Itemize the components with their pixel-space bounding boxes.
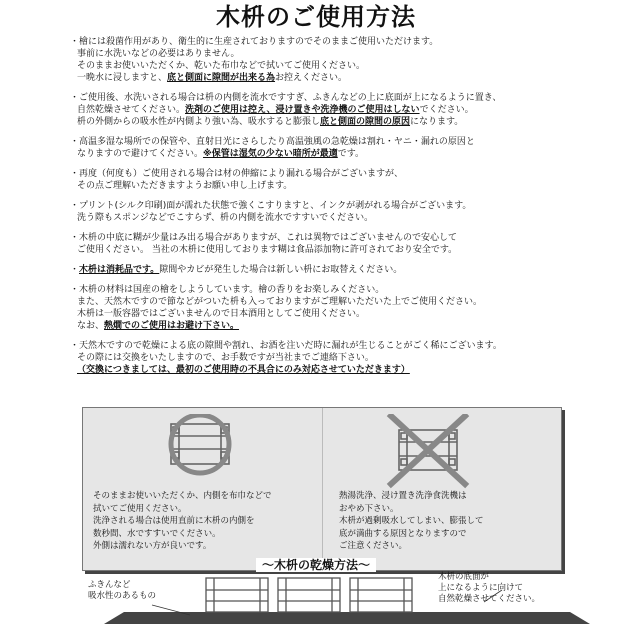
usage-note — [70, 340, 630, 376]
note-line — [70, 308, 630, 320]
page-title: 木枡のご使用方法 — [216, 3, 416, 31]
note-line — [70, 72, 630, 84]
note-text: 事前に水洗いなどの必要はありません。 — [77, 49, 240, 59]
caption-line: そのままお使いいただくか、内側を布巾などで — [93, 491, 272, 501]
note-text: 洗う際もスポンジなどでこすらず、枡の内側を流水ですすいでください。 — [77, 213, 374, 223]
usage-note — [70, 264, 630, 276]
caption-line: 外側は濡れない方が良いです。 — [93, 541, 212, 551]
caption-line: 底が満曲する原因となりますので — [339, 528, 467, 539]
note-text: ご使用ください。 当社の木枡に使用しております糊は食品添加物に許可されており安全です。 — [77, 245, 458, 255]
note-line — [70, 116, 630, 128]
note-line — [70, 284, 630, 296]
note-text: ・木枡の中底に糊が少量はみ出る場合がありますが、これは異物ではございませんので安心して — [70, 233, 458, 243]
prohibited-usage — [322, 408, 562, 570]
note-line — [70, 92, 630, 104]
note-line — [70, 340, 630, 352]
note-text: でください。 — [419, 105, 474, 115]
usage-note — [70, 92, 630, 128]
cloth-label-line: ふきんなど — [88, 580, 131, 590]
cloth-icon — [104, 612, 590, 624]
note-line — [70, 212, 630, 224]
masu-box-icon — [171, 424, 229, 464]
note-line — [70, 180, 630, 192]
upside-down-masu-icon — [206, 578, 268, 612]
note-text: ・再度（何度も）ご使用される場合は材の伸縮により漏れる場合がございますが、 — [70, 169, 404, 179]
note-text: 一晩水に浸しますと、 — [77, 73, 168, 83]
note-line — [70, 244, 630, 256]
note-line — [70, 148, 630, 160]
caption-line: 拭いてご使用ください。 — [93, 503, 187, 514]
caption-line: 洗浄される場合は使用直前に木枡の内側を — [93, 516, 255, 526]
caption-line: おやめ下さい。 — [339, 503, 399, 514]
emphasis-text: 底と側面に隙間が出来る為 — [167, 73, 276, 83]
emphasis-text: （交換につきましては、最初のご使用時の不具合にのみ対応させていただきます） — [77, 365, 410, 375]
note-line — [70, 320, 630, 332]
bottom-up-label — [438, 572, 540, 605]
note-text: です。 — [337, 149, 365, 159]
note-text: そのままお使いいただくか、乾いた布巾などで拭いてご使用ください。 — [77, 61, 366, 71]
usage-note — [70, 200, 630, 224]
caption-line: 数秒間、水ですすいでください。 — [93, 528, 221, 539]
note-text: なお、 — [77, 321, 105, 331]
note-line — [70, 352, 630, 364]
recommended-usage-caption — [93, 490, 272, 553]
usage-note — [70, 136, 630, 160]
prohibited-usage-caption — [339, 490, 484, 553]
caption-line: 熱湯洗浄、浸け置き洗浄食洗機は — [339, 491, 467, 501]
note-text: になります。 — [410, 117, 464, 127]
drying-method-title-text: ～木枡の乾燥方法～ — [256, 558, 376, 572]
drying-illustration — [60, 572, 620, 632]
note-text: ・天然木ですので乾燥による底の隙間や割れ、お酒を注いだ時に漏れが生じることがごく稀にございます。 — [70, 341, 502, 351]
note-line — [70, 104, 630, 116]
usage-note — [70, 168, 630, 192]
usage-note — [70, 284, 630, 332]
usage-note — [70, 232, 630, 256]
prohibited-masu-illustration — [371, 414, 481, 490]
caption-line: 木枡が過剰吸水してしまい、膨張して — [339, 516, 484, 526]
recommended-usage — [83, 408, 322, 570]
note-text: お控えください。 — [275, 73, 348, 83]
note-line — [70, 232, 630, 244]
cloth-label — [88, 580, 156, 602]
note-text: ・プリント(シルク印刷)面が濡れた状態で強くこすりますと、インクが剥がれる場合がございます。 — [70, 201, 472, 211]
note-text: ・ご使用後、水洗いされる場合は枡の内側を流水ですすぎ、ふきんなどの上に底面が上になるように置き、 — [70, 93, 502, 103]
note-text: また、天然木ですので節などがついた枡も入っておりますがご理解いただいた上でご使用ください。 — [77, 297, 483, 307]
note-text: その際には交換をいたしますので、お手数ですが当社までご連絡下さい。 — [77, 353, 374, 363]
bottom-label-line: 木枡の底面が — [438, 572, 490, 582]
note-text: ・高温多湿な場所での保管や、直射日光にさらしたり高温強風の急乾燥は割れ・ヤニ・漏れの原因と — [70, 137, 475, 147]
note-text: ・檜には殺菌作用があり、衛生的に生産されておりますのでそのままご使用いただけます。 — [70, 37, 439, 47]
emphasis-text: 洗剤のご使用は控え、浸け置きや洗浄機のご使用はしない — [185, 105, 420, 115]
note-line — [70, 48, 630, 60]
usage-note — [70, 36, 630, 84]
emphasis-text: ※保管は湿気の少ない暗所が最適 — [203, 149, 338, 159]
emphasis-text: 底と側面の隙間の原因 — [320, 117, 411, 127]
note-line — [70, 296, 630, 308]
cloth-label-line: 吸水性のあるもの — [88, 591, 157, 601]
note-text: 隙間やカビが発生した場合は新しい枡にお取替えください。 — [159, 265, 403, 275]
recommended-masu-illustration — [143, 414, 253, 490]
upside-down-masu-icon — [278, 578, 340, 612]
bottom-label-line: 上になるように向けて — [438, 583, 524, 593]
note-text: ・ — [70, 265, 80, 275]
note-text: ・木枡の材料は国産の檜をしようしています。檜の香りをお楽しみください。 — [70, 285, 385, 295]
note-line — [70, 168, 630, 180]
emphasis-text: 木枡は消耗品です。 — [79, 265, 160, 275]
note-text: 木枡は一版容器ではございませんので日本酒用としてご使用ください。 — [77, 309, 366, 319]
usage-illustration-panel — [82, 407, 562, 571]
emphasis-text: 熱燗でのご使用はお避け下さい。 — [104, 321, 240, 331]
note-text: その点ご理解いただきますようお願い申し上げます。 — [77, 181, 293, 191]
note-line — [70, 60, 630, 72]
note-line — [70, 364, 630, 376]
note-text: なりますので避けてください。 — [77, 149, 204, 159]
caption-line: ご注意ください。 — [339, 541, 408, 551]
usage-notes — [70, 36, 630, 384]
upside-down-masu-icon — [350, 578, 412, 612]
note-text: 枡の外側からの吸水性が内側より強い為、吸水すると膨張し — [77, 117, 321, 127]
note-line — [70, 136, 630, 148]
note-text: 自然乾燥させてください。 — [77, 105, 186, 115]
ng-cross-icon — [391, 416, 465, 484]
note-line — [70, 264, 630, 276]
note-line — [70, 36, 630, 48]
note-line — [70, 200, 630, 212]
bottom-label-line: 自然乾燥させてください。 — [438, 594, 541, 604]
